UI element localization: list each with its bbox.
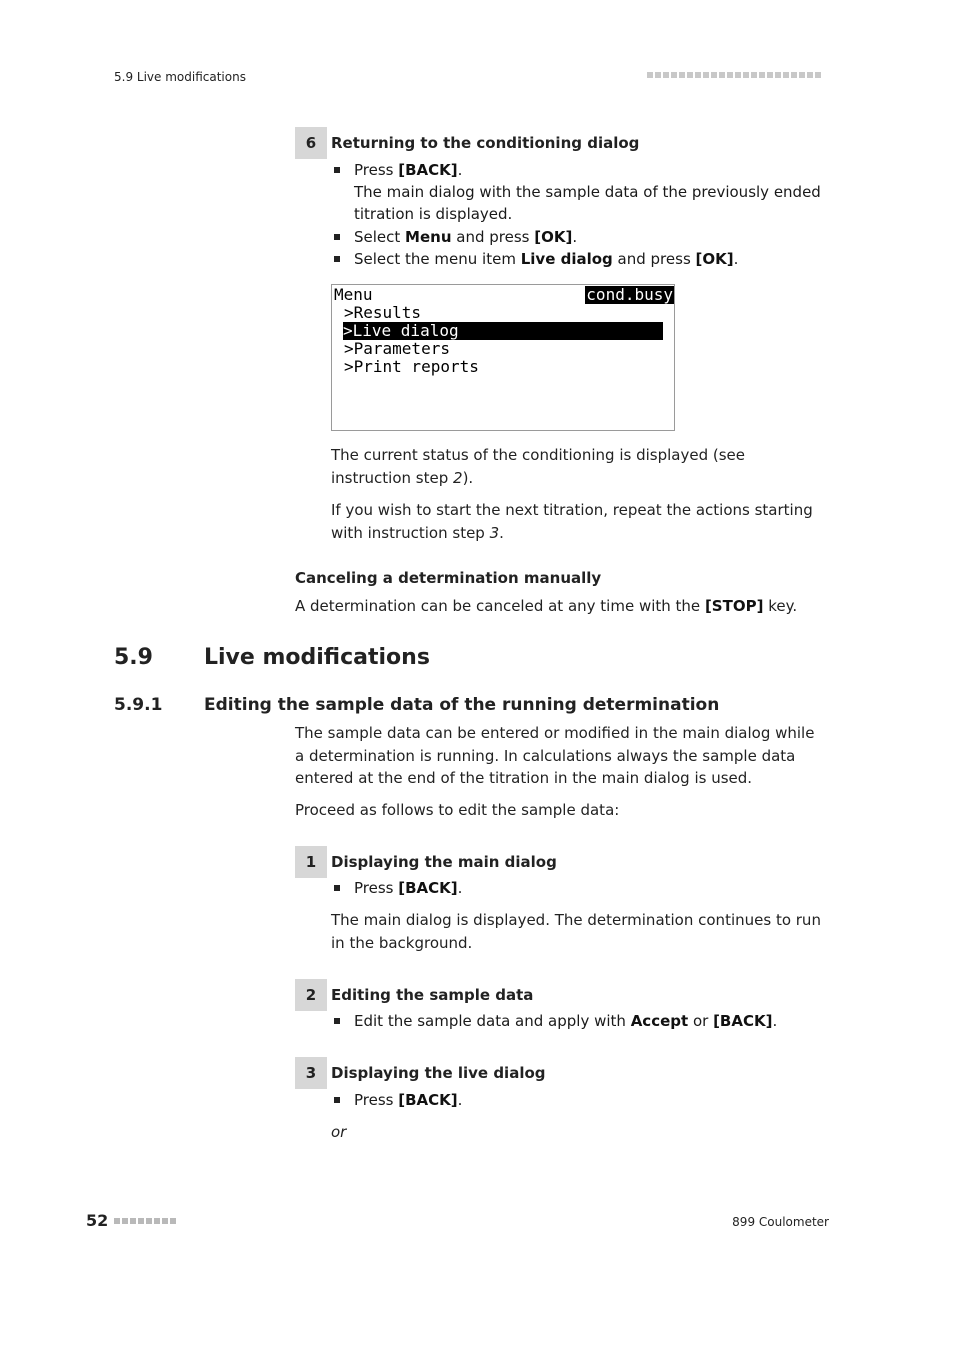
- menu-item-results[interactable]: >Results: [344, 303, 422, 322]
- or-text: or: [331, 1123, 347, 1141]
- list-item: Edit the sample data and apply with Accept or [BACK].: [333, 1010, 844, 1032]
- step-title: Editing the sample data: [331, 986, 534, 1004]
- paragraph: If you wish to start the next titration, repeat the actions starting with instruction step 3.: [331, 501, 813, 542]
- list-item: Press [BACK].: [333, 1089, 844, 1111]
- running-header-section: 5.9 Live modifications: [114, 70, 246, 84]
- step-6-heading: [295, 127, 639, 159]
- step-number: 3: [295, 1057, 327, 1089]
- menu-item-parameters[interactable]: >Parameters: [344, 339, 450, 358]
- paragraph: The current status of the conditioning is displayed (see instruction step 2).: [331, 446, 745, 487]
- step-number: 2: [295, 979, 327, 1011]
- paragraph: Proceed as follows to edit the sample data:: [295, 801, 620, 819]
- step-title: Displaying the main dialog: [331, 853, 557, 871]
- step-3-heading: [295, 1057, 546, 1089]
- step-number: 1: [295, 846, 327, 878]
- footer-decoration: [114, 1218, 178, 1224]
- list-item: Select the menu item Live dialog and press [OK].: [333, 248, 844, 270]
- header-decoration: [647, 72, 823, 78]
- menu-item-live-dialog[interactable]: >Live dialog: [343, 322, 663, 340]
- step-2-heading: [295, 979, 533, 1011]
- subsection-heading: [114, 695, 720, 715]
- section-heading: [114, 645, 430, 670]
- section-number: 5.9: [114, 645, 153, 670]
- step-title: Displaying the live dialog: [331, 1064, 546, 1082]
- list-item: Press [BACK]. The main dialog with the sample data of the previously ended titration is displayed.: [333, 159, 844, 225]
- step-1-heading: [295, 846, 557, 878]
- menu-item-print-reports[interactable]: >Print reports: [344, 357, 479, 376]
- step-title: Returning to the conditioning dialog: [331, 134, 640, 152]
- subsection-number: 5.9.1: [114, 695, 163, 715]
- display-title: Menu: [334, 285, 373, 304]
- list-item: Select Menu and press [OK].: [333, 226, 844, 248]
- subsection-title: Editing the sample data of the running determination: [204, 695, 720, 715]
- list-item: Press [BACK].: [333, 877, 844, 899]
- paragraph: The sample data can be entered or modified in the main dialog while a determination is running. In calculations always the sample data entered at the end of the titration in the main dialog is used.: [295, 724, 815, 787]
- footer-product: 899 Coulometer: [732, 1215, 829, 1229]
- step-number: 6: [295, 127, 327, 159]
- display-status: cond.busy: [586, 285, 673, 304]
- paragraph: The main dialog is displayed. The determination continues to run in the background.: [331, 911, 821, 952]
- page-number: 52: [86, 1211, 109, 1230]
- subheading: Canceling a determination manually: [295, 569, 602, 587]
- section-title: Live modifications: [204, 645, 430, 670]
- device-display: [331, 284, 675, 431]
- paragraph: A determination can be canceled at any time with the [STOP] key.: [295, 597, 798, 615]
